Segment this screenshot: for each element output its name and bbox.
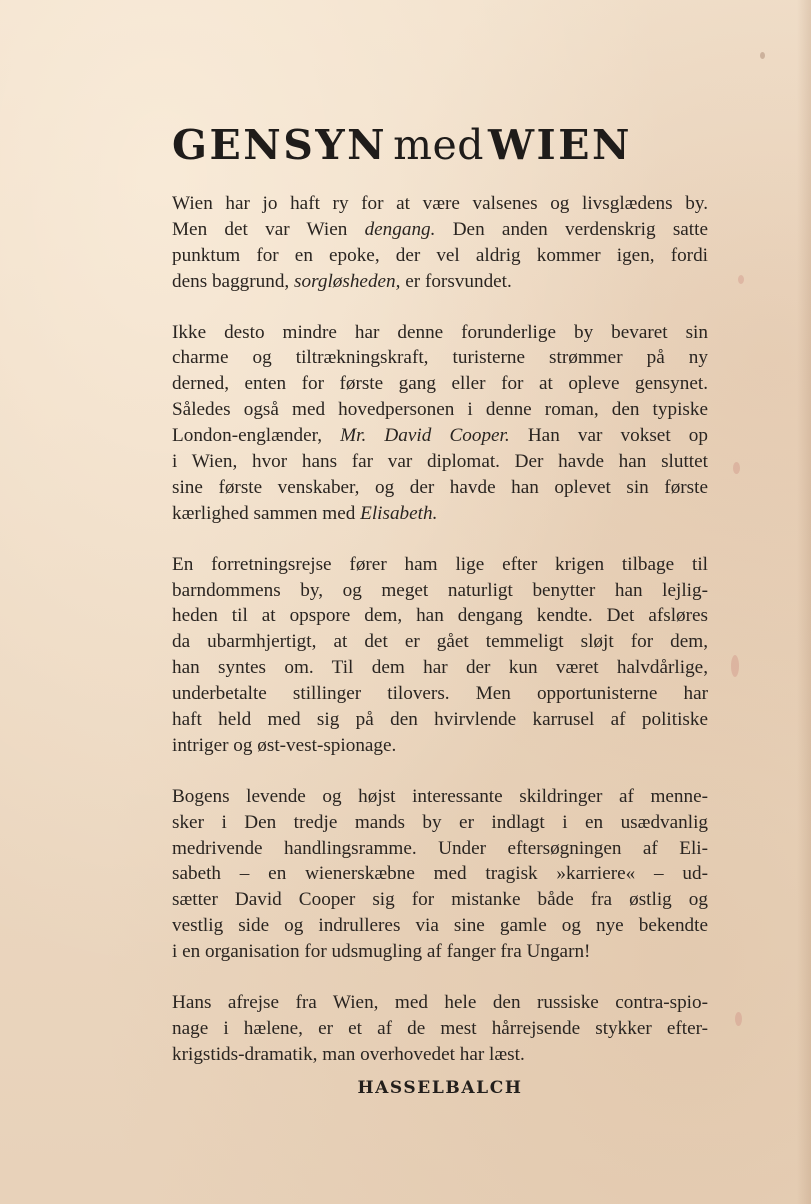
text-line: heden til at opspore dem, han dengang kendte. Det afsløres <box>172 605 708 627</box>
blurb-paragraph <box>172 191 708 295</box>
text-line: nage i hælene, er et af de mest hårrejsende stykker efter- <box>172 1017 708 1039</box>
foxing-spot <box>733 462 740 474</box>
italic-name: sorgløsheden, <box>294 270 401 292</box>
italic-name: dengang. <box>364 218 436 240</box>
foxing-spot <box>760 52 765 59</box>
book-title <box>172 118 732 172</box>
text-line: vestlig side og indrulleres via sine gamle og nye bekendte <box>172 915 708 937</box>
text-line: sker i Den tredje mands by er indlagt i en usædvanlig <box>172 811 708 833</box>
text-line: krigstids-dramatik, man overhovedet har læst. <box>172 1043 525 1065</box>
title-word-gensyn: GENSYN <box>172 121 388 169</box>
text-line: Wien har jo haft ry for at være valsenes og livsglædens by. <box>172 193 708 214</box>
text-line: En forretningsrejse fører ham lige efter krigen tilbage til <box>172 553 708 575</box>
text-line: intriger og øst-vest-spionage. <box>172 734 397 756</box>
text-line: haft held med sig på den hvirvlende karrusel af politiske <box>172 709 708 731</box>
blurb-paragraph <box>172 784 708 965</box>
title-word-med: med <box>393 121 484 169</box>
text-line: London-englænder, Mr. David Cooper. Han var vokset op <box>172 425 708 447</box>
text-line: charme og tiltrækningskraft, turisterne strømmer på ny <box>172 347 708 369</box>
text-line: kærlighed sammen med Elisabeth. <box>172 502 438 524</box>
text-line: sætter David Cooper sig for mistanke både fra østlig og <box>172 889 708 911</box>
text-line: underbetalte stillinger tilovers. Men opportunisterne har <box>172 683 708 705</box>
blurb-paragraph <box>172 320 708 527</box>
text-line: Men det var Wien dengang. Den anden verdenskrig satte <box>172 218 708 240</box>
text-line: Således også med hovedpersonen i denne roman, den typiske <box>172 399 708 421</box>
text-line: da ubarmhjertigt, at det er gået temmeligt sløjt for dem, <box>172 631 708 653</box>
text-line: derned, enten for første gang eller for at opleve gensynet. <box>172 373 708 395</box>
text-line: barndommens by, og meget naturligt benytter han lejlig- <box>172 579 708 601</box>
italic-name: Elisabeth. <box>360 502 438 524</box>
text-line: punktum for en epoke, der vel aldrig kommer igen, fordi <box>172 244 708 266</box>
blurb-paragraph <box>172 552 708 759</box>
text-line: i Wien, hvor hans far var diplomat. Der havde han sluttet <box>172 451 708 473</box>
text-line: dens baggrund, sorgløsheden, er forsvundet. <box>172 270 512 292</box>
foxing-spot <box>735 1012 742 1026</box>
publisher-name: HASSELBALCH <box>357 1078 523 1098</box>
text-line: i en organisation for udsmugling af fanger fra Ungarn! <box>172 941 591 963</box>
blurb-text <box>172 191 708 1093</box>
text-line: medrivende handlingsramme. Under eftersøgningen af Eli- <box>172 837 708 859</box>
blurb-paragraph <box>172 990 708 1068</box>
text-line: Bogens levende og højst interessante skildringer af menne- <box>172 785 708 807</box>
text-line: sabeth – en wienerskæbne med tragisk »karriere« – ud- <box>172 863 708 885</box>
text-line: han syntes om. Til dem har der kun været halvdårlige, <box>172 657 708 679</box>
italic-name: Mr. David Cooper. <box>340 425 510 447</box>
text-line: sine første venskaber, og der havde han oplevet sin første <box>172 476 708 498</box>
text-line: Ikke desto mindre har denne forunderlige by bevaret sin <box>172 321 708 343</box>
page-edge-shadow <box>797 0 811 1204</box>
title-word-wien: WIEN <box>488 121 632 169</box>
foxing-spot <box>738 275 744 284</box>
text-line: Hans afrejse fra Wien, med hele den russiske contra-spio- <box>172 992 708 1014</box>
foxing-spot <box>731 655 739 677</box>
